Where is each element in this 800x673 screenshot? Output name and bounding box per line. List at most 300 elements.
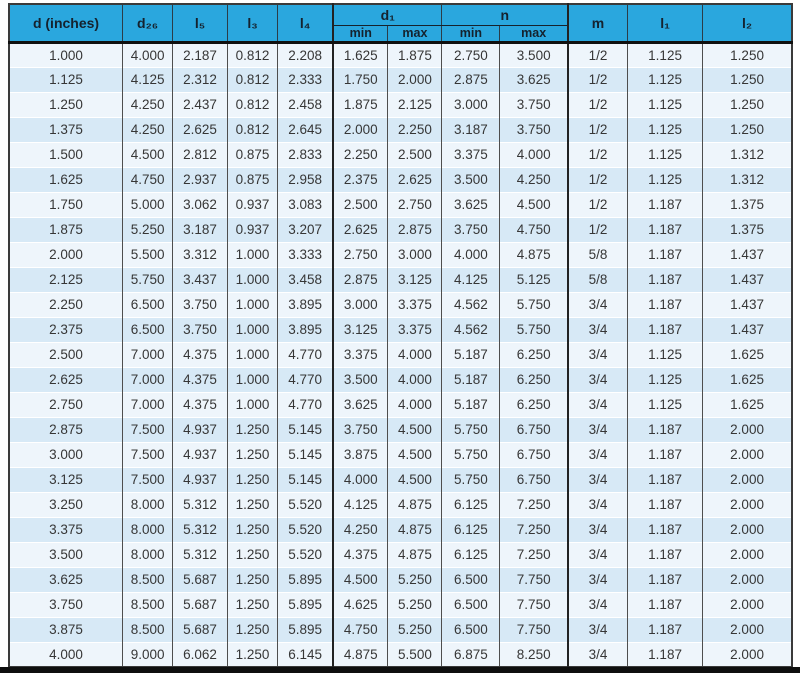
table-cell: 2.000 [703, 467, 792, 492]
table-cell: 1.437 [703, 267, 792, 292]
table-cell: 1.312 [703, 142, 792, 167]
table-cell: 2.000 [703, 492, 792, 517]
table-cell: 4.750 [500, 217, 568, 242]
table-cell: 3/4 [568, 467, 628, 492]
table-cell: 7.750 [500, 567, 568, 592]
table-cell: 2.000 [333, 117, 388, 142]
table-cell: 1.625 [703, 342, 792, 367]
table-cell: 1.437 [703, 292, 792, 317]
table-cell: 4.500 [500, 192, 568, 217]
table-cell: 3.375 [388, 317, 442, 342]
table-cell: 3.500 [500, 42, 568, 67]
table-cell: 1.187 [628, 492, 703, 517]
table-cell: 4.770 [278, 367, 334, 392]
table-cell: 2.937 [173, 167, 228, 192]
table-cell: 3.750 [9, 592, 123, 617]
table-cell: 4.000 [442, 242, 500, 267]
table-cell: 2.750 [442, 42, 500, 67]
table-cell: 5.250 [388, 567, 442, 592]
table-cell: 3.895 [278, 317, 334, 342]
table-cell: 5.895 [278, 592, 334, 617]
table-cell: 7.500 [123, 467, 173, 492]
header-n-group: n [442, 4, 568, 25]
table-cell: 4.375 [173, 392, 228, 417]
table-cell: 1.187 [628, 292, 703, 317]
table-cell: 3.207 [278, 217, 334, 242]
table-cell: 3.437 [173, 267, 228, 292]
table-cell: 5.312 [173, 492, 228, 517]
table-cell: 1.187 [628, 442, 703, 467]
table-row [9, 217, 792, 242]
table-cell: 7.000 [123, 392, 173, 417]
table-cell: 2.875 [442, 67, 500, 92]
table-cell: 3.375 [388, 292, 442, 317]
header-d26: d₂₆ [123, 4, 173, 42]
table-cell: 3.125 [333, 317, 388, 342]
table-cell: 1.000 [227, 267, 277, 292]
table-cell: 2.875 [9, 417, 123, 442]
table-cell: 0.937 [227, 192, 277, 217]
table-cell: 5.312 [173, 542, 228, 567]
table-cell: 2.250 [388, 117, 442, 142]
table-cell: 3.375 [9, 517, 123, 542]
table-cell: 4.770 [278, 342, 334, 367]
table-row [9, 342, 792, 367]
table-cell: 1.250 [227, 542, 277, 567]
table-cell: 3.875 [9, 617, 123, 642]
table-cell: 4.500 [388, 417, 442, 442]
table-cell: 1.000 [227, 342, 277, 367]
table-cell: 3.750 [173, 317, 228, 342]
table-cell: 3.625 [9, 567, 123, 592]
table-cell: 1.125 [628, 92, 703, 117]
table-cell: 2.375 [9, 317, 123, 342]
table-cell: 6.125 [442, 517, 500, 542]
table-cell: 5.520 [278, 517, 334, 542]
table-cell: 2.000 [703, 542, 792, 567]
table-cell: 5.750 [442, 442, 500, 467]
table-cell: 4.937 [173, 417, 228, 442]
table-cell: 7.250 [500, 492, 568, 517]
header-l4: l₄ [278, 4, 334, 42]
table-row [9, 242, 792, 267]
table-cell: 3/4 [568, 367, 628, 392]
table-cell: 5.750 [123, 267, 173, 292]
table-cell: 1.250 [227, 592, 277, 617]
table-cell: 3.500 [9, 542, 123, 567]
table-cell: 8.250 [500, 642, 568, 667]
bottom-rule [0, 667, 800, 673]
table-cell: 4.250 [123, 92, 173, 117]
table-cell: 3.895 [278, 292, 334, 317]
table-cell: 1.250 [703, 92, 792, 117]
table-cell: 1.625 [9, 167, 123, 192]
table-cell: 2.000 [9, 242, 123, 267]
table-cell: 3/4 [568, 617, 628, 642]
table-cell: 6.250 [500, 342, 568, 367]
table-cell: 6.750 [500, 467, 568, 492]
table-cell: 2.500 [388, 142, 442, 167]
header-d1-min: min [333, 25, 388, 42]
table-cell: 1.000 [49, 47, 83, 63]
table-cell: 6.125 [442, 492, 500, 517]
table-row [9, 142, 792, 167]
table-cell: 5/8 [568, 242, 628, 267]
table-cell: 5.520 [278, 542, 334, 567]
table-cell: 3.750 [500, 117, 568, 142]
table-cell: 1.187 [628, 567, 703, 592]
header-d-inches: d (inches) [9, 4, 123, 42]
table-cell: 5.895 [278, 567, 334, 592]
table-cell: 0.937 [227, 217, 277, 242]
table-cell: 4.375 [333, 542, 388, 567]
table-cell: 6.125 [442, 542, 500, 567]
table-cell: 2.437 [173, 92, 228, 117]
table-cell: 3.750 [333, 417, 388, 442]
table-cell: 4.562 [442, 317, 500, 342]
table-cell: 5.895 [278, 617, 334, 642]
table-cell: 1.625 [703, 367, 792, 392]
table-cell: 1.750 [9, 192, 123, 217]
table-cell: 1.187 [628, 617, 703, 642]
table-cell: 4.875 [500, 242, 568, 267]
table-cell: 6.875 [442, 642, 500, 667]
table-row [9, 267, 792, 292]
table-cell: 5.000 [123, 192, 173, 217]
table-cell: 1.375 [703, 192, 792, 217]
table-row [9, 92, 792, 117]
table-cell: 2.458 [278, 92, 334, 117]
table-cell: 6.500 [442, 567, 500, 592]
table-cell: 1.187 [628, 217, 703, 242]
table-cell: 5.125 [500, 267, 568, 292]
table-cell: 4.000 [388, 392, 442, 417]
table-cell: 4.125 [123, 67, 173, 92]
table-row [9, 542, 792, 567]
table-cell: 5.520 [278, 492, 334, 517]
table-cell: 1.187 [628, 417, 703, 442]
table-cell: 1.250 [703, 42, 792, 67]
table-cell: 1.250 [227, 567, 277, 592]
table-cell: 5.750 [442, 417, 500, 442]
table-cell: 3/4 [568, 392, 628, 417]
table-row [9, 292, 792, 317]
table-cell: 3/4 [568, 542, 628, 567]
table-cell: 1.875 [9, 217, 123, 242]
table-cell: 2.000 [703, 642, 792, 667]
table-cell: 0.812 [227, 117, 277, 142]
table-cell: 5.250 [123, 217, 173, 242]
table-cell: 2.500 [9, 342, 123, 367]
table-cell: 1.187 [628, 192, 703, 217]
table-cell: 5.187 [442, 367, 500, 392]
table-cell: 3.000 [388, 242, 442, 267]
table-cell: 5.187 [442, 392, 500, 417]
table-cell: 3.375 [333, 342, 388, 367]
table-cell: 5.312 [173, 517, 228, 542]
table-cell: 5/8 [568, 267, 628, 292]
table-cell: 2.250 [9, 292, 123, 317]
table-cell: 1.125 [628, 392, 703, 417]
table-row [9, 167, 792, 192]
table-cell: 3.750 [500, 92, 568, 117]
table-cell: 1.187 [628, 592, 703, 617]
table-cell: 1.000 [227, 317, 277, 342]
table-cell: 2.625 [388, 167, 442, 192]
table-cell: 4.000 [388, 367, 442, 392]
table-cell: 3.500 [333, 367, 388, 392]
table-row [9, 617, 792, 642]
table-cell: 4.937 [173, 467, 228, 492]
table-row [9, 642, 792, 667]
table-cell: 0.875 [227, 167, 277, 192]
table-cell: 5.145 [278, 442, 334, 467]
table-cell: 8.500 [123, 592, 173, 617]
table-cell: 6.250 [500, 392, 568, 417]
table-cell: 1.250 [227, 417, 277, 442]
table-cell: 5.250 [388, 592, 442, 617]
table-cell: 2.750 [388, 192, 442, 217]
table-cell: 0.812 [227, 67, 277, 92]
table-cell: 1/2 [568, 67, 628, 92]
table-cell: 3/4 [568, 417, 628, 442]
table-cell: 4.000 [9, 642, 123, 667]
table-cell: 6.750 [500, 417, 568, 442]
table-cell: 1.437 [703, 242, 792, 267]
header-l3: l₃ [227, 4, 277, 42]
table-cell: 1.875 [333, 92, 388, 117]
table-cell: 2.125 [9, 267, 123, 292]
table-cell: 1.750 [333, 67, 388, 92]
table-cell: 1/2 [568, 217, 628, 242]
table-cell: 4.875 [333, 642, 388, 667]
table-row [9, 192, 792, 217]
table-row [9, 592, 792, 617]
table-cell: 4.562 [442, 292, 500, 317]
table-cell: 3/4 [568, 642, 628, 667]
table-cell: 1.375 [9, 117, 123, 142]
header-d1-group: d₁ [333, 4, 442, 25]
table-cell: 1.250 [227, 617, 277, 642]
table-cell: 4.125 [442, 267, 500, 292]
table-cell: 3/4 [568, 592, 628, 617]
table-cell: 3.375 [442, 142, 500, 167]
table-cell: 1/2 [568, 117, 628, 142]
table-cell: 1/2 [568, 192, 628, 217]
table-cell: 3.625 [500, 67, 568, 92]
table-cell: 1.125 [628, 142, 703, 167]
table-cell: 1/2 [568, 42, 628, 67]
table-cell: 6.145 [278, 642, 334, 667]
table-cell: 4.125 [333, 492, 388, 517]
header-l5: l₅ [173, 4, 228, 42]
table-cell: 3/4 [568, 292, 628, 317]
table-cell: 1.187 [628, 467, 703, 492]
table-cell: 5.500 [123, 242, 173, 267]
table-cell: 2.312 [173, 67, 228, 92]
table-cell: 3.750 [173, 292, 228, 317]
table-cell: 2.500 [333, 192, 388, 217]
table-cell: 6.500 [123, 292, 173, 317]
table-cell: 2.833 [278, 142, 334, 167]
table-cell: 0.812 [227, 92, 277, 117]
table-cell: 1.125 [628, 367, 703, 392]
table-cell: 1.000 [227, 367, 277, 392]
table-cell: 2.875 [388, 217, 442, 242]
header-d1-max: max [388, 25, 442, 42]
table-cell: 8.000 [123, 517, 173, 542]
table-cell: 0.812 [227, 42, 277, 67]
table-cell: 2.645 [278, 117, 334, 142]
table-cell: 4.250 [500, 167, 568, 192]
table-cell: 3/4 [568, 492, 628, 517]
table-cell: 1/2 [568, 142, 628, 167]
table-cell: 3.250 [9, 492, 123, 517]
table-cell: 6.062 [173, 642, 228, 667]
header-l1: l₁ [628, 4, 703, 42]
table-cell: 1.250 [227, 442, 277, 467]
table-cell: 4.500 [388, 467, 442, 492]
table-cell: 3/4 [568, 342, 628, 367]
table-row [9, 392, 792, 417]
table-cell: 1.187 [628, 317, 703, 342]
table-cell: 4.937 [173, 442, 228, 467]
table-cell: 2.125 [388, 92, 442, 117]
table-row [9, 67, 792, 92]
table-row [9, 567, 792, 592]
table-cell: 2.625 [333, 217, 388, 242]
table-cell: 5.750 [500, 317, 568, 342]
table-cell: 5.750 [500, 292, 568, 317]
header-m: m [568, 4, 628, 42]
table-row [9, 417, 792, 442]
table-cell: 3.187 [442, 117, 500, 142]
table-cell: 1.187 [628, 542, 703, 567]
table-cell: 1.375 [703, 217, 792, 242]
table-cell: 1.125 [9, 67, 123, 92]
table-cell: 4.875 [388, 492, 442, 517]
table-cell: 0.875 [227, 142, 277, 167]
table-cell: 5.145 [278, 467, 334, 492]
table-row [9, 442, 792, 467]
table-cell: 1.625 [703, 392, 792, 417]
table-row [9, 117, 792, 142]
table-row [9, 517, 792, 542]
table-cell: 1.187 [628, 517, 703, 542]
table-cell: 3.062 [173, 192, 228, 217]
table-cell: 2.625 [9, 367, 123, 392]
table-cell: 3.125 [388, 267, 442, 292]
table-cell: 3.333 [278, 242, 334, 267]
table-cell: 1.625 [333, 42, 388, 67]
table-cell: 3.083 [278, 192, 334, 217]
table-cell: 1.187 [628, 267, 703, 292]
table-cell: 1.250 [703, 117, 792, 142]
table-cell: 4.000 [500, 142, 568, 167]
table-cell: 1.000 [227, 392, 277, 417]
header-l2: l₂ [703, 4, 792, 42]
table-cell: 7.750 [500, 617, 568, 642]
table-cell: 3/4 [568, 317, 628, 342]
table-row [9, 367, 792, 392]
table-cell: 7.500 [123, 442, 173, 467]
table-cell: 2.000 [703, 442, 792, 467]
table-cell: 4.500 [123, 142, 173, 167]
table-cell: 2.625 [173, 117, 228, 142]
table-cell: 8.000 [123, 542, 173, 567]
table-cell: 3.458 [278, 267, 334, 292]
table-cell: 4.500 [388, 442, 442, 467]
table-cell: 6.500 [442, 592, 500, 617]
table-cell: 6.250 [500, 367, 568, 392]
table-cell: 1.250 [227, 642, 277, 667]
table-cell: 4.000 [123, 42, 173, 67]
table-cell: 4.750 [333, 617, 388, 642]
table-cell: 4.875 [388, 517, 442, 542]
table-row [9, 42, 792, 67]
table-cell: 5.750 [442, 467, 500, 492]
table-cell: 7.750 [500, 592, 568, 617]
table-cell: 1/2 [568, 167, 628, 192]
table-cell: 6.500 [123, 317, 173, 342]
table-cell: 5.145 [278, 417, 334, 442]
table-cell: 3.000 [9, 442, 123, 467]
table-cell: 1.437 [703, 317, 792, 342]
table-cell: 5.687 [173, 567, 228, 592]
header-n-max: max [500, 25, 568, 42]
table-cell: 2.000 [388, 67, 442, 92]
table-cell: 2.000 [703, 592, 792, 617]
table-cell: 8.500 [123, 617, 173, 642]
table-cell: 1.500 [9, 142, 123, 167]
table-cell: 2.250 [333, 142, 388, 167]
table-cell: 2.750 [9, 392, 123, 417]
table-cell: 4.500 [333, 567, 388, 592]
table-cell: 2.750 [333, 242, 388, 267]
table-cell: 3.625 [333, 392, 388, 417]
table-header [9, 4, 792, 42]
table-cell: 2.208 [278, 42, 334, 67]
table-cell: 3/4 [568, 567, 628, 592]
table-cell: 4.250 [333, 517, 388, 542]
table-cell: 1.000 [227, 292, 277, 317]
table-cell: 5.687 [173, 617, 228, 642]
table-cell: 9.000 [123, 642, 173, 667]
header-group-row [9, 4, 792, 25]
table-cell: 1.250 [9, 92, 123, 117]
table-cell: 8.000 [123, 492, 173, 517]
table-cell: 2.000 [703, 567, 792, 592]
table-cell: 2.958 [278, 167, 334, 192]
table-cell: 2.875 [333, 267, 388, 292]
table-cell: 4.000 [388, 342, 442, 367]
table-cell: 3.187 [173, 217, 228, 242]
table-cell: 2.187 [173, 42, 228, 67]
header-n-min: min [442, 25, 500, 42]
table-cell: 3/4 [568, 442, 628, 467]
table-cell: 7.000 [123, 342, 173, 367]
table-cell: 3.312 [173, 242, 228, 267]
table-cell: 4.875 [388, 542, 442, 567]
table-cell: 7.000 [123, 367, 173, 392]
table-cell: 2.000 [703, 617, 792, 642]
table-cell: 6.500 [442, 617, 500, 642]
table-cell: 1.125 [628, 42, 703, 67]
table-cell: 3.500 [442, 167, 500, 192]
table-cell: 3.625 [442, 192, 500, 217]
table-cell: 1.000 [227, 242, 277, 267]
table-cell: 7.250 [500, 542, 568, 567]
